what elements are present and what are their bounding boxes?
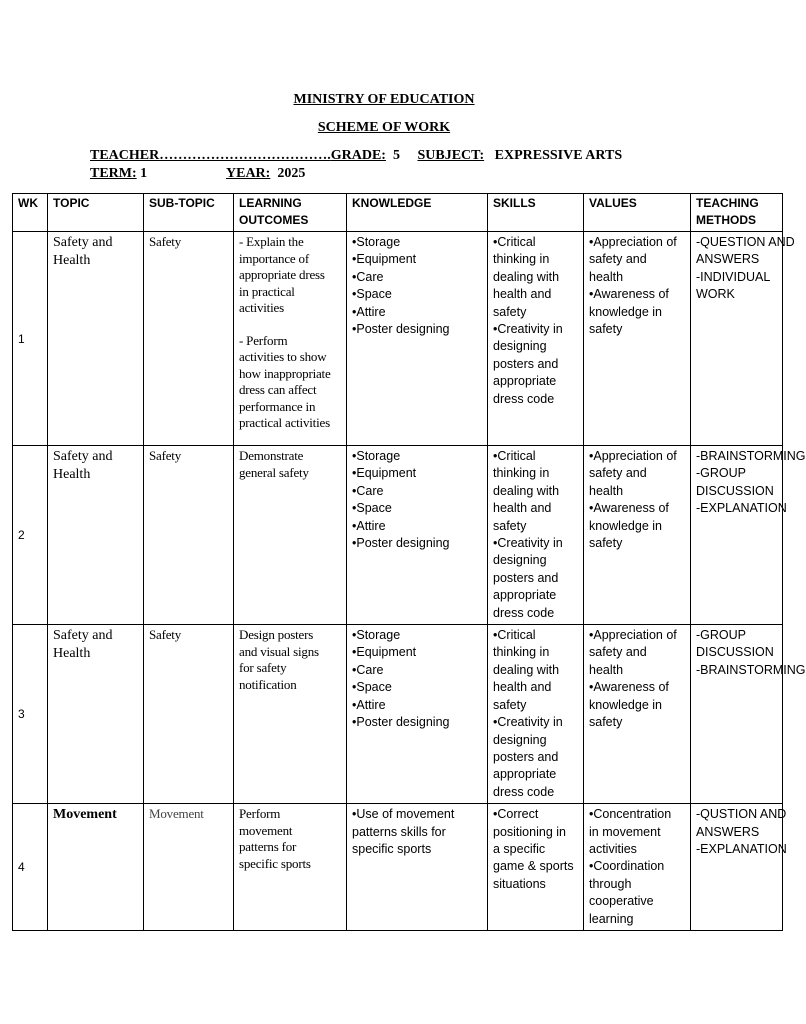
cell-knowledge (347, 446, 488, 625)
cell-topic (48, 446, 144, 625)
cell-line: •Use of movement (352, 807, 455, 822)
cell-line: •Appreciation of (589, 449, 677, 463)
table-row (13, 625, 783, 804)
cell-line: Health (53, 253, 91, 268)
header-text: METHODS (696, 213, 756, 227)
cell-line: activities to show (239, 349, 327, 364)
header-skills (488, 194, 584, 232)
cell-line: •Poster designing (352, 322, 450, 337)
cell-line: -GROUP (696, 466, 746, 481)
teacher-grade-subject-line (90, 148, 622, 164)
table-row (13, 232, 783, 446)
cell-line: health and (493, 501, 552, 516)
cell-subtopic: Safety (144, 232, 234, 446)
cell-line: •Creativity in (493, 322, 563, 337)
cell-line: •Space (352, 501, 392, 516)
cell-line: appropriate (493, 767, 557, 782)
cell-skills (488, 232, 584, 446)
cell-line: •Appreciation of (589, 628, 677, 643)
cell-line: health and (493, 680, 552, 695)
cell-line: •Space (352, 287, 392, 302)
cell-line: •Care (352, 269, 384, 284)
cell-line: posters and (493, 749, 559, 764)
cell-line: dealing with (493, 483, 560, 498)
cell-line: •Poster designing (352, 536, 450, 551)
cell-line: ANSWERS (696, 252, 760, 267)
cell-line: appropriate (493, 588, 557, 603)
header-text: SKILLS (493, 196, 536, 210)
cell-line: •Correct (493, 807, 539, 822)
header-values (584, 194, 691, 232)
cell-line: movement (239, 822, 293, 838)
cell-line: a specific (493, 841, 546, 856)
table-header-row (13, 194, 783, 232)
cell-line: -EXPLANATION (696, 841, 787, 856)
cell-line: •Coordination (589, 859, 665, 874)
cell-line: thinking in (493, 645, 550, 660)
cell-knowledge (347, 232, 488, 446)
cell-teaching-methods (691, 446, 806, 625)
cell-knowledge (347, 804, 488, 931)
cell-line: general safety (239, 464, 309, 480)
cell-line: for safety (239, 660, 287, 676)
header-teaching-methods (691, 194, 783, 232)
cell-line: Health (53, 467, 91, 482)
cell-subtopic: Safety (144, 446, 234, 625)
cell-line: and visual signs (239, 643, 319, 659)
cell-line: safety (493, 518, 527, 533)
cell-line: Safety and (53, 449, 113, 464)
term-label: TERM: (90, 166, 137, 181)
cell-line: •Attire (352, 304, 386, 319)
header-text: OUTCOMES (239, 213, 309, 227)
cell-line: •Equipment (352, 645, 417, 660)
cell-line: •Equipment (352, 252, 417, 267)
cell-line: safety and (589, 252, 647, 267)
cell-line: -QUESTION AND (696, 235, 795, 249)
header-text: TOPIC (53, 196, 90, 210)
cell-line: patterns for (239, 839, 297, 855)
header-text: SUB-TOPIC (149, 196, 215, 210)
grade-value: 5 (392, 148, 400, 163)
cell-line: dealing with (493, 662, 560, 677)
cell-line: safety (589, 536, 623, 551)
header-text: TEACHING (696, 196, 759, 210)
cell-values (584, 446, 691, 625)
cell-line: safety and (589, 466, 647, 481)
cell-line: •Concentration (589, 807, 672, 822)
cell-line: safety (493, 304, 527, 319)
cell-line: dress code (493, 605, 555, 620)
cell-knowledge (347, 625, 488, 804)
header-knowledge (347, 194, 488, 232)
spacer (239, 317, 341, 333)
cell-line: posters and (493, 570, 559, 585)
cell-line: DISCUSSION (696, 645, 774, 660)
term-year-line (90, 166, 147, 182)
cell-skills (488, 804, 584, 931)
cell-line: dress code (493, 391, 555, 406)
cell-line: •Critical (493, 628, 536, 643)
cell-line: situations (493, 876, 546, 891)
cell-line: •Storage (352, 235, 401, 249)
cell-line: designing (493, 553, 547, 568)
cell-line: •Awareness of (589, 287, 669, 302)
header-text: WK (18, 196, 38, 210)
cell-line: activities (239, 300, 284, 315)
cell-line: thinking in (493, 252, 550, 267)
teacher-label: TEACHER………………………………. (90, 148, 331, 163)
cell-topic (48, 625, 144, 804)
cell-skills (488, 625, 584, 804)
cell-line: •Attire (352, 518, 386, 533)
cell-line: patterns skills for (352, 824, 446, 839)
cell-line: dress code (493, 784, 555, 799)
cell-line: •Creativity in (493, 715, 563, 730)
cell-line: appropriate dress (239, 267, 325, 282)
header-text: KNOWLEDGE (352, 196, 432, 210)
cell-line: WORK (696, 287, 735, 302)
cell-learning-outcomes (234, 625, 347, 804)
cell-subtopic: Movement (144, 804, 234, 931)
cell-wk: 4 (13, 804, 48, 931)
cell-line: notification (239, 676, 297, 692)
cell-line: -QUSTION AND (696, 807, 787, 822)
cell-line: knowledge in (589, 697, 662, 712)
scheme-title: SCHEME OF WORK (317, 120, 451, 135)
cell-line: safety (493, 697, 527, 712)
year-label: YEAR: (226, 166, 271, 181)
cell-line: specific sports (352, 841, 432, 856)
cell-topic (48, 804, 144, 931)
cell-line: how inappropriate (239, 365, 331, 381)
cell-line: Health (53, 646, 91, 662)
cell-wk: 2 (13, 446, 48, 625)
cell-learning-outcomes (234, 446, 347, 625)
cell-line: activities (589, 841, 637, 856)
cell-skills (488, 446, 584, 625)
cell-line: cooperative (589, 894, 654, 909)
cell-line: designing (493, 339, 547, 354)
cell-line: game & sports (493, 859, 574, 874)
table-row (13, 804, 783, 931)
cell-line: health (589, 483, 624, 498)
cell-line: Safety and (53, 628, 113, 644)
cell-line: dealing with (493, 269, 560, 284)
cell-line: - Perform (239, 332, 288, 348)
cell-line: •Critical (493, 449, 536, 463)
cell-line: appropriate (493, 374, 557, 389)
cell-line: •Space (352, 680, 392, 695)
cell-line: •Care (352, 483, 384, 498)
cell-line: safety (589, 715, 623, 730)
cell-line: - Explain the (239, 234, 304, 249)
cell-line: Design posters (239, 627, 314, 643)
header-learning-outcomes (234, 194, 347, 232)
subject-label: SUBJECT: (417, 148, 485, 163)
cell-line: •Care (352, 662, 384, 677)
cell-line: •Storage (352, 449, 401, 463)
header-subtopic (144, 194, 234, 232)
cell-line: practical activities (239, 415, 330, 430)
cell-line: safety and (589, 645, 647, 660)
cell-values (584, 232, 691, 446)
cell-teaching-methods (691, 804, 787, 931)
scheme-table (12, 193, 806, 931)
cell-line: designing (493, 732, 547, 747)
cell-line: posters and (493, 356, 559, 371)
cell-line: health and (493, 287, 552, 302)
header-text: LEARNING (239, 196, 302, 210)
cell-line: •Poster designing (352, 715, 450, 730)
cell-line: knowledge in (589, 518, 662, 533)
cell-line: health (589, 269, 624, 284)
cell-line: •Creativity in (493, 536, 563, 551)
cell-line: •Attire (352, 697, 386, 712)
cell-line: •Awareness of (589, 501, 669, 516)
cell-values (584, 804, 691, 931)
cell-wk: 3 (13, 625, 48, 804)
header-wk (13, 194, 48, 232)
grade-label: GRADE: (330, 148, 386, 163)
cell-line: •Storage (352, 628, 401, 643)
cell-line: DISCUSSION (696, 483, 774, 498)
cell-line: -BRAINSTORMING (696, 662, 806, 677)
cell-learning-outcomes (234, 804, 347, 931)
cell-topic (48, 232, 144, 446)
cell-teaching-methods (691, 232, 795, 446)
cell-line: positioning in (493, 824, 566, 839)
subject-value: EXPRESSIVE ARTS (494, 148, 623, 163)
cell-line: in movement (589, 824, 661, 839)
cell-wk: 1 (13, 232, 48, 446)
cell-line: •Equipment (352, 466, 417, 481)
cell-line: •Awareness of (589, 680, 669, 695)
cell-teaching-methods (691, 625, 806, 804)
cell-line: performance in (239, 398, 316, 414)
cell-line: ANSWERS (696, 824, 760, 839)
table-row (13, 446, 783, 625)
cell-line: Safety and (53, 235, 113, 250)
cell-line: •Critical (493, 235, 536, 249)
cell-line: Perform (239, 806, 281, 822)
cell-line: knowledge in (589, 304, 662, 319)
header-topic (48, 194, 144, 232)
year-value: 2025 (277, 166, 306, 181)
cell-line: in practical (239, 283, 295, 299)
ministry-title: MINISTRY OF EDUCATION (293, 92, 475, 107)
cell-line: -GROUP (696, 628, 746, 643)
cell-line: dress can affect (239, 382, 317, 397)
cell-line: health (589, 662, 624, 677)
cell-line: safety (589, 322, 623, 337)
cell-line: -EXPLANATION (696, 501, 787, 516)
cell-line: importance of (239, 250, 309, 266)
term-value: 1 (140, 166, 148, 181)
cell-line: specific sports (239, 855, 311, 871)
header-text: VALUES (589, 196, 637, 210)
cell-line: -BRAINSTORMING (696, 449, 806, 463)
year-line (226, 166, 305, 182)
cell-subtopic: Safety (144, 625, 234, 804)
cell-line: Demonstrate (239, 448, 304, 463)
cell-line: •Appreciation of (589, 235, 677, 249)
cell-line: -INDIVIDUAL (696, 269, 771, 284)
cell-values (584, 625, 691, 804)
cell-line: through (589, 876, 632, 891)
cell-learning-outcomes (234, 232, 347, 446)
cell-line: learning (589, 911, 634, 926)
cell-line: thinking in (493, 466, 550, 481)
cell-line: Movement (53, 807, 117, 823)
